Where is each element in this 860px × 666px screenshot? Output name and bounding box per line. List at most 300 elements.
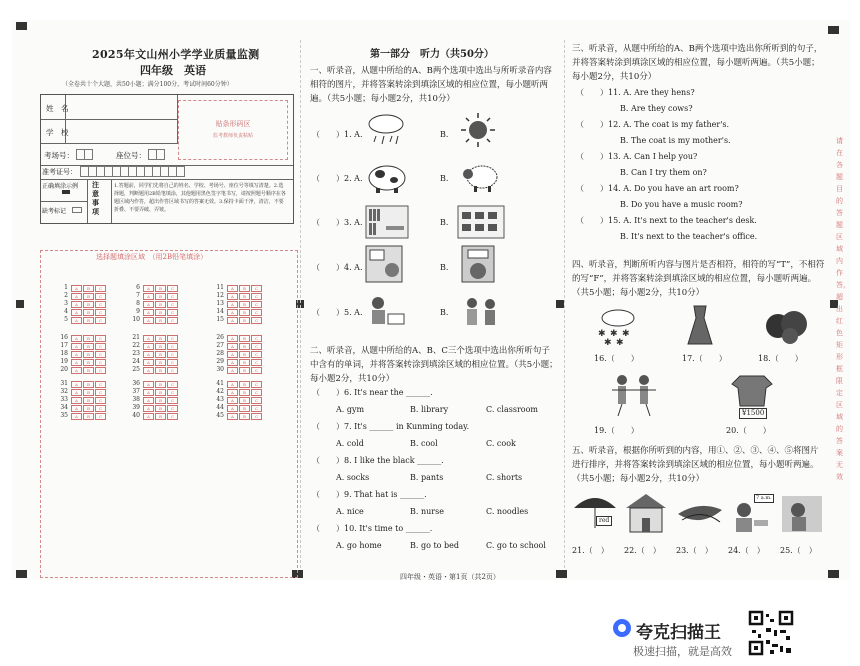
rainy-cloud-image — [366, 112, 406, 148]
answer-bubble[interactable]: C — [95, 359, 106, 366]
answer-bubble[interactable]: C — [95, 309, 106, 316]
option-b: B. It's next to the teacher's office. — [620, 232, 758, 241]
answer-bubble[interactable]: B — [83, 367, 94, 374]
answer-bubble[interactable]: B — [155, 359, 166, 366]
question-number: 14 — [216, 308, 224, 315]
question-group — [58, 284, 107, 324]
answer-bubble[interactable]: A — [227, 309, 238, 316]
answer-bubble[interactable]: B — [239, 405, 250, 412]
question-number: 18 — [60, 350, 68, 357]
question-number: 9 — [136, 308, 140, 315]
answer-bubble[interactable]: A — [227, 381, 238, 388]
answer-bubble[interactable]: B — [239, 335, 250, 342]
question-group — [58, 334, 107, 374]
answer-bubble[interactable]: C — [95, 413, 106, 420]
answer-bubble[interactable]: A — [227, 389, 238, 396]
answer-bubble[interactable]: B — [155, 343, 166, 350]
answer-row — [130, 300, 179, 308]
answer-row — [214, 334, 263, 342]
part1-title: 第一部分 听力（共50分） — [370, 49, 494, 60]
answer-bubble[interactable]: C — [95, 293, 106, 300]
answer-bubble[interactable]: B — [239, 389, 250, 396]
answer-bubble[interactable]: A — [71, 359, 82, 366]
answer-row — [130, 412, 179, 420]
answer-row — [130, 380, 179, 388]
question-number: 31 — [60, 380, 68, 387]
answer-bubble[interactable]: A — [227, 351, 238, 358]
answer-bubble[interactable]: A — [227, 343, 238, 350]
option-a: （ ）11. A. Are they hens? — [576, 88, 695, 97]
answer-bubble[interactable]: C — [167, 309, 178, 316]
answer-row — [214, 350, 263, 358]
question-group — [130, 380, 179, 420]
answer-bubble[interactable]: B — [239, 413, 250, 420]
answer-bubble[interactable]: A — [227, 301, 238, 308]
question-stem: （ ）7. It's ______ in Kunming today. — [312, 422, 470, 431]
answer-bubble[interactable]: A — [71, 343, 82, 350]
answer-bubble[interactable]: C — [251, 397, 262, 404]
answer-bubble[interactable]: A — [143, 413, 154, 420]
option-b: B. Are they cows? — [620, 104, 693, 113]
answer-bubble[interactable]: A — [71, 301, 82, 308]
order-answer-label: 23.（ ） — [676, 546, 713, 555]
answer-bubble[interactable]: C — [251, 301, 262, 308]
order-answer-label: 25.（ ） — [780, 546, 817, 555]
question-number: 11 — [216, 284, 224, 291]
answer-bubble[interactable]: B — [83, 359, 94, 366]
umbrella-image — [572, 494, 618, 534]
sheep-image — [460, 160, 500, 194]
answer-row — [214, 284, 263, 292]
question-number: 40 — [132, 412, 140, 419]
quark-logo-icon — [612, 618, 632, 638]
q4-b-label: B. — [440, 263, 449, 272]
answer-bubble[interactable]: B — [155, 317, 166, 324]
answer-bubble[interactable]: A — [227, 293, 238, 300]
red-tag: red — [596, 516, 612, 526]
question-number: 20 — [60, 366, 68, 373]
answer-bubble[interactable]: B — [239, 293, 250, 300]
option-b: B. Can I try them on? — [620, 168, 707, 177]
barcode-sticker-area — [178, 100, 288, 160]
answer-bubble[interactable]: B — [239, 343, 250, 350]
side-warning-text: 请在各题目的答题区域内作答，超出红色矩形框限定区域的答案无效 — [836, 137, 850, 481]
option-b: B. pants — [410, 473, 444, 482]
answer-bubble[interactable]: B — [155, 285, 166, 292]
answer-bubble[interactable]: B — [83, 351, 94, 358]
question-number: 10 — [132, 316, 140, 323]
answer-bubble[interactable]: C — [251, 309, 262, 316]
beans-image — [676, 498, 724, 530]
answer-bubble[interactable]: B — [155, 381, 166, 388]
answer-bubble[interactable]: C — [251, 317, 262, 324]
answer-row — [58, 350, 107, 358]
option-a: （ ）14. A. Do you have an art room? — [576, 184, 739, 193]
question-stem: （ ）8. I like the black ______. — [312, 456, 444, 465]
option-a: A. go home — [336, 541, 382, 550]
answer-bubble[interactable]: B — [155, 413, 166, 420]
price-tag: ¥1500 — [739, 408, 767, 419]
boy-reading-image — [362, 294, 408, 330]
absent-checkbox[interactable] — [72, 207, 82, 213]
q19-label: 19.（ ） — [594, 426, 639, 435]
answer-bubble[interactable]: A — [71, 367, 82, 374]
section4-instructions: 四、听录音，判断所听内容与图片是否相符，相符的写“T”，不相符的写“F”，并将答案转涂到填涂区域的相应位置，每小题听两遍。（共5小题；每小题2分，共10分） — [572, 260, 825, 298]
answer-bubble[interactable]: A — [143, 293, 154, 300]
q3-b-label: B. — [440, 218, 449, 227]
answer-bubble[interactable]: C — [167, 397, 178, 404]
answer-bubble[interactable]: B — [83, 397, 94, 404]
answer-bubble[interactable]: C — [251, 359, 262, 366]
answer-bubble[interactable]: B — [239, 397, 250, 404]
question-group — [130, 284, 179, 324]
answer-bubble[interactable]: A — [227, 367, 238, 374]
answer-bubble[interactable]: A — [143, 309, 154, 316]
question-number: 24 — [132, 358, 140, 365]
question-number: 37 — [132, 388, 140, 395]
q1-label: （ ）1. A. — [312, 130, 363, 139]
answer-row — [58, 366, 107, 374]
answer-row — [58, 358, 107, 366]
answer-bubble[interactable]: C — [251, 285, 262, 292]
answer-bubble[interactable]: C — [167, 301, 178, 308]
sticker-label: 贴条形码区 — [215, 120, 251, 128]
answer-bubble[interactable]: A — [71, 381, 82, 388]
question-group — [214, 380, 263, 420]
answer-bubble[interactable]: A — [71, 335, 82, 342]
answer-bubble[interactable]: A — [227, 405, 238, 412]
q17-label: 17.（ ） — [682, 354, 727, 363]
attention-rules: 1.答题前，同学们先将自己的姓名、学校、考场号、座位号等填写清楚。2.选择题，判断题用2B铅笔填涂，其他题用黑色签字笔书写，请按照题号顺序在各题区域内作答，超出作答区域书写的答案无效。3.保持卡面干净，清洁，不要折叠、不要弄破、弄皱。 — [114, 183, 286, 213]
answer-row — [214, 300, 263, 308]
registration-mark — [828, 570, 839, 578]
answer-bubble[interactable]: C — [95, 351, 106, 358]
answer-bubble[interactable]: C — [167, 293, 178, 300]
exam-room-boxes[interactable] — [76, 149, 92, 160]
answer-bubble[interactable]: A — [143, 335, 154, 342]
q2-label: （ ）2. A. — [312, 174, 363, 183]
answer-row — [58, 334, 107, 342]
answer-bubble[interactable]: C — [95, 381, 106, 388]
question-number: 16 — [60, 334, 68, 341]
answer-bubble[interactable]: A — [143, 317, 154, 324]
question-number: 12 — [216, 292, 224, 299]
kids-dancing-image — [606, 370, 662, 418]
svg-text:✱: ✱ — [610, 329, 618, 339]
tomatoes-image — [762, 302, 810, 346]
answer-bubble[interactable]: A — [227, 335, 238, 342]
answer-bubble[interactable]: B — [239, 359, 250, 366]
q18-label: 18.（ ） — [758, 354, 803, 363]
option-c: C. classroom — [486, 405, 538, 414]
svg-text:✱: ✱ — [622, 329, 630, 339]
answer-bubble[interactable]: B — [83, 413, 94, 420]
svg-text:✱: ✱ — [598, 329, 606, 339]
column-divider — [564, 40, 565, 568]
registration-mark — [16, 22, 27, 30]
question-number: 32 — [60, 388, 68, 395]
answer-bubble[interactable]: C — [251, 335, 262, 342]
answer-bubble[interactable]: C — [95, 397, 106, 404]
answer-bubble[interactable]: B — [83, 343, 94, 350]
registration-mark — [828, 26, 839, 34]
library-image — [364, 204, 410, 240]
answer-row — [130, 396, 179, 404]
answer-row — [130, 388, 179, 396]
sticker-sub: 监考教师负责粘贴 — [212, 133, 253, 139]
answer-bubble[interactable]: C — [95, 405, 106, 412]
answer-row — [130, 284, 179, 292]
question-number: 26 — [216, 334, 224, 341]
computer-room-image — [456, 204, 506, 240]
answer-bubble[interactable]: C — [167, 317, 178, 324]
answer-bubble[interactable]: B — [83, 293, 94, 300]
answer-bubble[interactable]: C — [251, 405, 262, 412]
answer-row — [58, 342, 107, 350]
answer-bubble[interactable]: C — [95, 317, 106, 324]
registration-mark — [556, 570, 567, 578]
answer-bubble[interactable]: B — [83, 285, 94, 292]
answer-bubble[interactable]: B — [155, 309, 166, 316]
answer-row — [58, 380, 107, 388]
question-number: 21 — [132, 334, 140, 341]
answer-bubble[interactable]: A — [143, 301, 154, 308]
answer-bubble[interactable]: B — [83, 301, 94, 308]
section5-instructions: 五、听录音，根据你所听到的内容，用①、②、③、④、⑤将图片进行排序，并将答案转涂到填涂区域的相应位置，每小题听两遍。（共5小题；每小题2分，共10分） — [572, 446, 819, 484]
answer-bubble[interactable]: C — [95, 285, 106, 292]
answer-bubble[interactable]: C — [95, 367, 106, 374]
section2-instructions: 二、听录音，从题中所给的A、B、C三个选项中选出你所听句子中含有的单词，并将答案转涂到填涂区域的相应位置。（共5小题；每小题2分，共10分） — [310, 346, 558, 384]
question-number: 41 — [216, 380, 224, 387]
option-a: A. nice — [336, 507, 364, 516]
answer-bubble[interactable]: B — [155, 293, 166, 300]
answer-bubble[interactable]: C — [95, 301, 106, 308]
answer-bubble[interactable]: B — [155, 351, 166, 358]
option-a: A. socks — [336, 473, 370, 482]
question-number: 7 — [136, 292, 140, 299]
question-number: 45 — [216, 412, 224, 419]
answer-bubble[interactable]: C — [251, 293, 262, 300]
answer-bubble[interactable]: B — [155, 397, 166, 404]
question-number: 33 — [60, 396, 68, 403]
answer-bubble[interactable]: A — [227, 317, 238, 324]
question-number: 6 — [136, 284, 140, 291]
answer-bubble[interactable]: C — [167, 351, 178, 358]
option-b: B. go to bed — [410, 541, 459, 550]
answer-bubble[interactable]: A — [143, 405, 154, 412]
column-divider — [300, 40, 301, 568]
answer-bubble[interactable]: B — [83, 335, 94, 342]
answer-bubble[interactable]: A — [143, 343, 154, 350]
answer-row — [214, 316, 263, 324]
answer-bubble[interactable]: B — [83, 405, 94, 412]
scanner-slogan: 极速扫描，就是高效 — [633, 645, 732, 658]
option-b: B. library — [410, 405, 449, 414]
question-number: 29 — [216, 358, 224, 365]
question-number: 39 — [132, 404, 140, 411]
question-number: 5 — [64, 316, 68, 323]
answer-bubble[interactable]: B — [155, 301, 166, 308]
answer-bubble[interactable]: A — [71, 317, 82, 324]
answer-bubble[interactable]: C — [167, 343, 178, 350]
answer-bubble[interactable]: A — [143, 389, 154, 396]
option-a: A. gym — [336, 405, 365, 414]
question-number: 28 — [216, 350, 224, 357]
answer-row — [214, 388, 263, 396]
question-number: 43 — [216, 396, 224, 403]
q3-label: （ ）3. A. — [312, 218, 363, 227]
answer-row — [214, 292, 263, 300]
answer-bubble[interactable]: C — [167, 359, 178, 366]
answer-row — [130, 358, 179, 366]
answer-bubble[interactable]: C — [167, 381, 178, 388]
exam-room-label: 考场号： — [44, 151, 74, 160]
time-tag: 7 a.m. — [756, 495, 772, 501]
answer-bubble[interactable]: A — [143, 285, 154, 292]
exam-title: 2025年文山州小学学业质量监测 — [92, 48, 260, 61]
answer-bubble[interactable]: A — [227, 359, 238, 366]
answer-bubble[interactable]: B — [155, 367, 166, 374]
option-b: B. Do you have a music room? — [620, 200, 743, 209]
question-number: 23 — [132, 350, 140, 357]
answer-bubble[interactable]: A — [71, 413, 82, 420]
answer-bubble[interactable]: B — [239, 301, 250, 308]
answer-bubble[interactable]: A — [143, 351, 154, 358]
q5-label: （ ）5. A. — [312, 308, 363, 317]
answer-row — [214, 308, 263, 316]
answer-bubble[interactable]: B — [83, 309, 94, 316]
question-number: 38 — [132, 396, 140, 403]
question-number: 2 — [64, 292, 68, 299]
question-number: 27 — [216, 342, 224, 349]
question-number: 42 — [216, 388, 224, 395]
answer-row — [130, 308, 179, 316]
answer-row — [214, 366, 263, 374]
section1-instructions: 一、听录音，从题中所给的A、B两个选项中选出与所听录音内容相符的图片，并将答案转涂到填涂区域的相应位置，每小题听两遍。（共5小题；每小题2分，共10分） — [310, 66, 552, 104]
question-number: 19 — [60, 358, 68, 365]
question-group — [130, 334, 179, 374]
answer-row — [58, 396, 107, 404]
answer-row — [58, 316, 107, 324]
answer-row — [130, 350, 179, 358]
answer-bubble[interactable]: C — [251, 367, 262, 374]
question-number: 25 — [132, 366, 140, 373]
answer-bubble[interactable]: C — [167, 335, 178, 342]
answer-bubble[interactable]: A — [71, 309, 82, 316]
registration-mark — [16, 570, 27, 578]
answer-bubble[interactable]: B — [155, 335, 166, 342]
answer-bubble[interactable]: A — [143, 359, 154, 366]
answer-bubble[interactable]: B — [239, 309, 250, 316]
page-footer: 四年级・英语・第1页（共2页） — [400, 573, 500, 581]
answer-bubble[interactable]: B — [155, 405, 166, 412]
answer-bubble[interactable]: B — [155, 389, 166, 396]
answer-row — [130, 316, 179, 324]
order-answer-label: 24.（ ） — [728, 546, 765, 555]
option-a: A. cold — [336, 439, 364, 448]
answer-bubble[interactable]: A — [227, 285, 238, 292]
snowy-cloud-image — [594, 306, 638, 346]
poster-image-a — [364, 244, 404, 284]
answer-bubble[interactable]: A — [71, 397, 82, 404]
scanner-brand: 夸克扫描王 — [636, 623, 721, 643]
answer-row — [130, 334, 179, 342]
absent-label: 缺考标记 — [42, 208, 67, 215]
question-stem: （ ）10. It's time to ______. — [312, 524, 433, 533]
q1-b-label: B. — [440, 130, 449, 139]
answer-bubble[interactable]: C — [167, 413, 178, 420]
dress-image — [684, 304, 716, 348]
answer-bubble[interactable]: B — [239, 367, 250, 374]
answer-bubble[interactable]: B — [83, 381, 94, 388]
answer-bubble[interactable]: A — [227, 397, 238, 404]
seat-boxes[interactable] — [148, 149, 164, 160]
question-number: 35 — [60, 412, 68, 419]
question-number: 1 — [64, 284, 68, 291]
answer-bubble[interactable]: B — [83, 389, 94, 396]
answer-bubble[interactable]: C — [251, 351, 262, 358]
answer-bubble[interactable]: A — [71, 389, 82, 396]
answer-bubble[interactable]: C — [251, 413, 262, 420]
answer-bubble[interactable]: A — [227, 413, 238, 420]
sample-label: 正确填涂示例 — [42, 183, 79, 190]
answer-bubble[interactable]: A — [143, 381, 154, 388]
school-label: 学 校 — [46, 128, 69, 137]
answer-bubble[interactable]: C — [251, 343, 262, 350]
answer-bubble[interactable]: B — [239, 381, 250, 388]
answer-row — [58, 412, 107, 420]
answer-bubble[interactable]: B — [83, 317, 94, 324]
answer-bubble[interactable]: C — [167, 405, 178, 412]
ticket-number-boxes[interactable] — [80, 166, 184, 177]
answer-bubble[interactable]: C — [167, 367, 178, 374]
answer-bubble[interactable]: C — [251, 389, 262, 396]
answer-row — [130, 342, 179, 350]
answer-bubble[interactable]: A — [71, 285, 82, 292]
option-a: （ ）15. A. It's next to the teacher's desk. — [576, 216, 757, 225]
answer-bubble[interactable]: B — [239, 351, 250, 358]
answer-bubble[interactable]: C — [95, 343, 106, 350]
child-drinking-image — [780, 494, 824, 534]
option-c: C. go to school — [486, 541, 546, 550]
answer-bubble[interactable]: A — [71, 293, 82, 300]
answer-bubble[interactable]: C — [167, 389, 178, 396]
answer-bubble[interactable]: B — [239, 285, 250, 292]
q20-label: 20.（ ） — [726, 426, 771, 435]
option-b: B. nurse — [410, 507, 444, 516]
answer-bubble[interactable]: B — [239, 317, 250, 324]
question-number: 44 — [216, 404, 224, 411]
q5-b-label: B. — [440, 308, 449, 317]
answer-row — [214, 396, 263, 404]
q16-label: 16.（ ） — [594, 354, 639, 363]
grade-subject: 四年级 英语 — [140, 64, 206, 77]
answer-bubble[interactable]: A — [143, 367, 154, 374]
attention-label: 注意事项 — [92, 180, 99, 216]
answer-row — [130, 366, 179, 374]
answer-bubble[interactable]: A — [71, 351, 82, 358]
answer-bubble[interactable]: A — [143, 397, 154, 404]
answer-bubble[interactable]: A — [71, 405, 82, 412]
question-number: 3 — [64, 300, 68, 307]
answer-bubble[interactable]: C — [251, 381, 262, 388]
answer-bubble[interactable]: C — [167, 285, 178, 292]
q4-label: （ ）4. A. — [312, 263, 363, 272]
answer-bubble[interactable]: C — [95, 335, 106, 342]
registration-mark — [16, 300, 24, 308]
answer-bubble[interactable]: C — [95, 389, 106, 396]
answer-row — [130, 404, 179, 412]
